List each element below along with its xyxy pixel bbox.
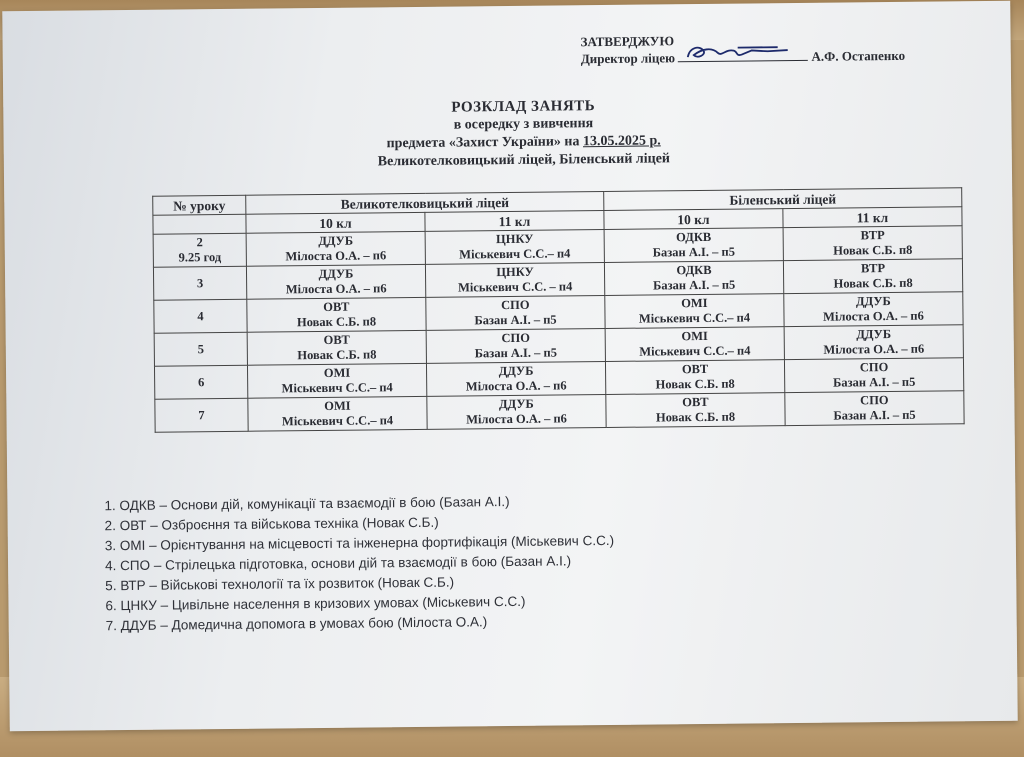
subject-code: ОМІ — [324, 398, 351, 413]
approval-line — [581, 47, 906, 67]
subject-code: ВТР — [860, 228, 885, 243]
header-school-2: Біленський ліцей — [604, 188, 962, 211]
legend-item: 1. ОДКВ – Основи дій, комунікації та взаємодії в бою (Базан А.І.) — [119, 491, 613, 516]
table-row — [155, 391, 964, 432]
lesson-number: 4 — [197, 308, 204, 323]
lesson-time: 9.25 год — [178, 250, 222, 265]
approval-block — [581, 30, 906, 67]
teacher-room: Новак С.Б. п8 — [833, 242, 913, 258]
lesson-number-cell — [154, 299, 247, 333]
signature-image — [678, 38, 808, 65]
teacher-room: Мілоста О.А. – п6 — [285, 281, 387, 297]
legend-item: 7. ДДУБ – Домедична допомога в умовах бою (Мілоста О.А.) — [121, 611, 615, 636]
schedule-cell — [783, 226, 962, 261]
schedule-cell — [246, 264, 425, 299]
teacher-room: Новак С.Б. п8 — [296, 314, 377, 330]
header-empty — [153, 214, 246, 234]
teacher-room: Міськевич С.С. – п4 — [457, 279, 573, 295]
schedule-cell — [784, 292, 963, 327]
teacher-room: Новак С.Б. п8 — [655, 376, 735, 392]
lesson-number-cell — [153, 266, 246, 300]
subject-code: ОДКВ — [676, 229, 712, 245]
legend-item: 2. ОВТ – Озброєння та військова техніка (Новак С.Б.) — [120, 511, 614, 536]
subject-code: ОМІ — [681, 295, 708, 311]
teacher-room: Базан А.І. – п5 — [833, 407, 916, 423]
teacher-room: Базан А.І. – п5 — [652, 244, 735, 260]
signature-line — [678, 48, 808, 62]
abbreviations-legend — [99, 491, 615, 636]
schedule-cell — [784, 358, 963, 393]
subject-code: ОВТ — [323, 299, 350, 314]
subject-code: СПО — [859, 360, 889, 375]
title-line-4: Великотелковицький ліцей, Біленський ліцей — [377, 151, 671, 170]
teacher-room: Мілоста О.А. – п6 — [823, 341, 925, 357]
teacher-room: Міськевич С.С.– п4 — [639, 343, 751, 359]
header-grade: 10 кл — [604, 209, 783, 230]
lesson-number-cell — [154, 365, 247, 399]
teacher-room: Базан А.І. – п5 — [474, 312, 557, 328]
schedule-cell — [425, 230, 604, 265]
subject-code: СПО — [501, 330, 531, 346]
subject-code: ЦНКУ — [496, 264, 534, 280]
schedule-cell — [605, 360, 784, 395]
lesson-number: 5 — [197, 341, 205, 356]
legend-list — [99, 491, 615, 636]
schedule-cell — [784, 325, 963, 360]
subject-code: ОВТ — [323, 332, 350, 347]
subject-code: СПО — [501, 297, 530, 313]
schedule-cell — [248, 396, 427, 431]
subject-code: ОВТ — [681, 361, 709, 377]
teacher-room: Міськевич С.С.– п4 — [459, 246, 571, 262]
lesson-number: 6 — [197, 374, 205, 389]
schedule-cell — [605, 327, 784, 362]
lesson-number: 3 — [196, 275, 204, 290]
lesson-number-cell — [154, 332, 247, 366]
schedule-cell — [605, 294, 784, 329]
schedule-cell — [604, 261, 783, 296]
subject-code: ДДУБ — [318, 233, 354, 249]
header-grade: 11 кл — [783, 207, 962, 228]
schedule-cell — [783, 259, 962, 294]
schedule-body — [153, 226, 964, 432]
document-title — [333, 96, 714, 172]
subject-code: ОВТ — [682, 394, 709, 410]
title-date: 13.05.2025 р. — [582, 133, 661, 150]
header-lesson-number: № уроку — [153, 195, 246, 215]
teacher-room: Мілоста О.А. – п6 — [823, 308, 924, 324]
approval-label: Директор ліцею — [580, 50, 676, 67]
lesson-number: 2 — [196, 235, 203, 250]
director-name: А.Ф. Остапенко — [811, 47, 906, 64]
schedule-cell — [427, 394, 606, 429]
legend-item: 5. ВТР – Військові технології та їх розвиток (Новак С.Б.) — [120, 571, 614, 596]
subject-code: ВТР — [860, 261, 886, 276]
schedule-cell — [426, 362, 605, 397]
teacher-room: Базан А.І. – п5 — [474, 345, 558, 361]
approval-heading: ЗАТВЕРДЖУЮ — [580, 33, 675, 50]
schedule-cell — [426, 329, 605, 364]
schedule-cell — [425, 263, 604, 298]
subject-code: ОМІ — [681, 328, 708, 344]
header-grade: 11 кл — [425, 211, 604, 232]
header-school-1: Великотелковицький ліцей — [246, 192, 604, 215]
subject-code: ДДУБ — [498, 396, 534, 412]
schedule-cell — [247, 297, 426, 332]
document-sheet — [2, 1, 1017, 732]
teacher-room: Мілоста О.А. – п6 — [285, 248, 387, 264]
teacher-room: Мілоста О.А. – п6 — [465, 378, 567, 394]
title-line-1: РОЗКЛАД ЗАНЯТЬ — [451, 98, 596, 116]
lesson-number-cell — [153, 233, 246, 267]
teacher-room: Новак С.Б. п8 — [297, 347, 377, 363]
schedule-cell — [606, 393, 785, 428]
title-subject: предмета «Захист України» на — [386, 134, 584, 152]
teacher-room: Мілоста О.А. – п6 — [466, 411, 567, 427]
teacher-room: Міськевич С.С.– п4 — [281, 413, 394, 429]
header-grade: 10 кл — [246, 212, 425, 233]
subject-code: ДДУБ — [318, 266, 354, 281]
schedule-table — [152, 187, 964, 432]
schedule-cell — [785, 391, 964, 426]
schedule-cell — [604, 228, 783, 263]
subject-code: ОМІ — [323, 365, 351, 380]
schedule-cell — [426, 296, 605, 331]
subject-code: ДДУБ — [855, 294, 891, 309]
subject-code: ЦНКУ — [495, 231, 534, 247]
teacher-room: Базан А.І. – п5 — [652, 277, 736, 293]
teacher-room: Міськевич С.С.– п4 — [281, 380, 393, 396]
subject-code: ДДУБ — [498, 363, 534, 379]
lesson-number: 7 — [198, 407, 205, 422]
teacher-room: Новак С.Б. п8 — [655, 409, 736, 425]
schedule-cell — [246, 231, 425, 266]
subject-code: СПО — [860, 393, 889, 408]
title-line-2: в осередку з вивчення — [453, 116, 594, 133]
schedule-cell — [247, 363, 426, 398]
subject-code: ДДУБ — [856, 327, 892, 342]
legend-item: 3. ОМІ – Орієнтування на місцевості та інженерна фортифікація (Міськевич С.С.) — [120, 531, 614, 556]
legend-item: 4. СПО – Стрілецька підготовка, основи дій та взаємодії в бою (Базан А.І.) — [120, 551, 614, 576]
schedule-cell — [247, 330, 426, 365]
teacher-room: Новак С.Б. п8 — [833, 275, 913, 291]
teacher-room: Міськевич С.С.– п4 — [638, 310, 751, 326]
subject-code: ОДКВ — [676, 262, 712, 278]
teacher-room: Базан А.І. – п5 — [833, 374, 916, 390]
lesson-number-cell — [155, 398, 248, 432]
legend-item: 6. ЦНКУ – Цивільне населення в кризових умовах (Міськевич С.С.) — [120, 591, 614, 616]
